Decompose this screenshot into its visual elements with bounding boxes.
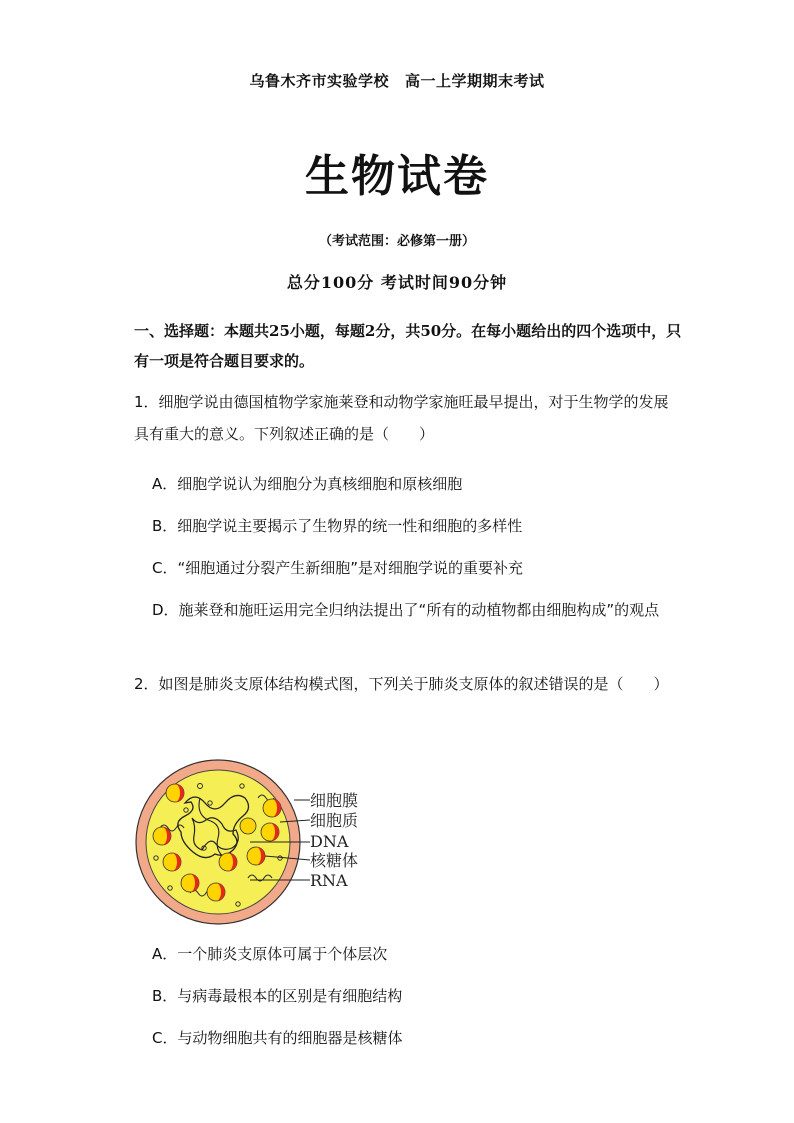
ribosome <box>181 874 199 892</box>
label-rna: RNA <box>310 871 348 890</box>
ribosome <box>247 847 265 865</box>
label-cytoplasm: 细胞质 <box>310 811 359 830</box>
question-2-option-a[interactable]: A．一个肺炎支原体可属于个体层次 <box>152 945 388 963</box>
ribosome <box>261 823 279 841</box>
school-name: 乌鲁木齐市实验学校 <box>249 72 389 90</box>
label-dna: DNA <box>310 832 349 851</box>
mycoplasma-diagram <box>130 758 310 928</box>
mycoplasma-figure <box>130 758 410 928</box>
ribosome <box>207 883 225 901</box>
question-2-option-b[interactable]: B．与病毒最根本的区别是有细胞结构 <box>152 987 403 1005</box>
ribosome <box>166 784 184 802</box>
ribosome <box>263 799 281 817</box>
ribosome <box>219 853 237 871</box>
question-1-option-d[interactable]: D．施莱登和施旺运用完全归纳法提出了“所有的动植物都由细胞构成”的观点 <box>152 601 660 619</box>
exam-total: 总分100分 考试时间90分钟 <box>286 273 508 292</box>
label-cell-membrane: 细胞膜 <box>310 791 359 810</box>
section-heading: 一、选择题：本题共25小题，每题2分，共50分。在每小题给出的四个选项中，只有一项是符合题目要求的。 <box>134 322 682 370</box>
question-1-option-c[interactable]: C．“细胞通过分裂产生新细胞”是对细胞学说的重要补充 <box>152 559 524 577</box>
exam-scope: （考试范围：必修第一册） <box>318 234 475 249</box>
exam-header <box>0 70 794 91</box>
ribosome <box>240 818 256 834</box>
question-1-stem: 1．细胞学说由德国植物学家施莱登和动物学家施旺最早提出，对于生物学的发展具有重大的意义。下列叙述正确的是（ ） <box>134 393 669 443</box>
question-2-stem: 2．如图是肺炎支原体结构模式图，下列关于肺炎支原体的叙述错误的是（ ） <box>134 675 669 693</box>
question-1-option-a[interactable]: A．细胞学说认为细胞分为真核细胞和原核细胞 <box>152 475 463 493</box>
ribosome <box>153 827 171 845</box>
label-ribosome: 核糖体 <box>310 851 359 870</box>
page-title: 生物试卷 <box>305 151 489 202</box>
exam-name: 高一上学期期末考试 <box>405 72 545 90</box>
question-1-option-b[interactable]: B．细胞学说主要揭示了生物界的统一性和细胞的多样性 <box>152 517 523 535</box>
question-2-option-c[interactable]: C．与动物细胞共有的细胞器是核糖体 <box>152 1029 403 1047</box>
ribosome <box>163 853 181 871</box>
